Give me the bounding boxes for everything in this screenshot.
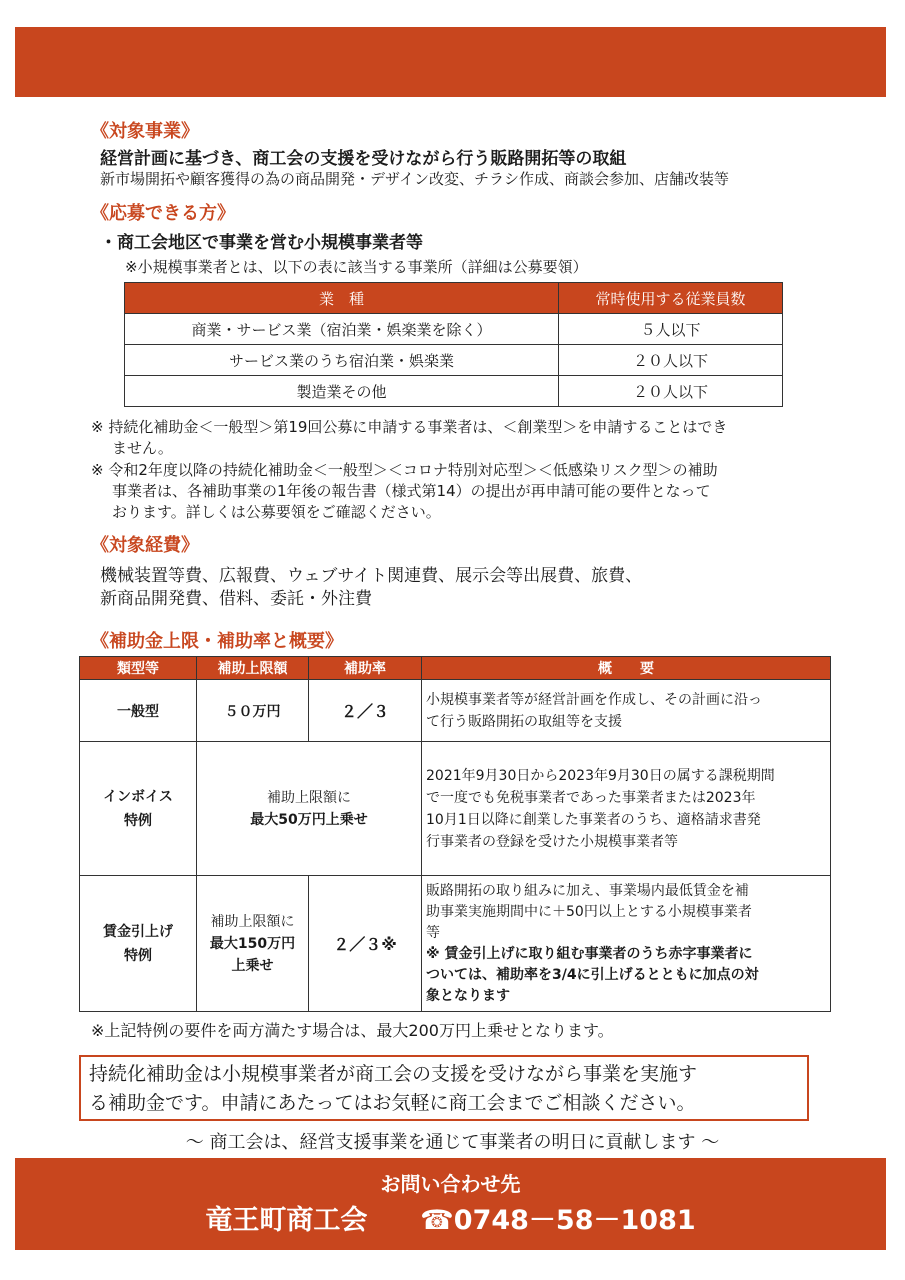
organization-name: 竜王町商工会 <box>205 1205 368 1236</box>
expenses-heading: 《対象経費》 <box>91 535 199 556</box>
expenses-line1: 機械装置等費、広報費、ウェブサイト関連費、展示会等出展費、旅費、 <box>100 566 643 586</box>
table-cell: 商業・サービス業（宿泊業・娯楽業を除く） <box>125 314 559 345</box>
message-box <box>79 1055 809 1121</box>
wage-summary-line: ついては、補助率を3/4に引上げるとともに加点の対 <box>426 966 759 983</box>
table-cell: ２０人以下 <box>559 345 783 376</box>
size-table <box>124 282 783 407</box>
size-table-header-industry: 業 種 <box>125 283 559 314</box>
table-row <box>125 376 783 407</box>
wage-summary-line: 等 <box>426 924 440 941</box>
applicants-note-1b: ません。 <box>112 439 173 457</box>
table-cell: ５人以下 <box>559 314 783 345</box>
general-summary-line: 小規模事業者等が経営計画を作成し、その計画に沿っ <box>426 691 762 708</box>
wage-summary-line: ※ 賃金引上げに取り組む事業者のうち赤字事業者に <box>426 945 753 962</box>
applicants-heading: 《応募できる方》 <box>91 203 235 224</box>
wage-summary <box>422 876 831 1012</box>
invoice-summary-line: 10月1日以降に創業した事業者のうち、適格請求書発 <box>426 811 761 828</box>
subsidy-heading: 《補助金上限・補助率と概要》 <box>91 631 343 652</box>
table-cell: 製造業その他 <box>125 376 559 407</box>
applicants-note-2c: おります。詳しくは公募要領をご確認ください。 <box>112 503 441 521</box>
wage-type <box>80 876 197 1012</box>
wage-limit-line: 最大150万円 <box>209 935 296 952</box>
phone-icon: ☎ <box>420 1205 454 1236</box>
applicants-note-2b: 事業者は、各補助事業の1年後の報告書（様式第14）の提出が再申請可能の要件となって <box>112 482 711 500</box>
invoice-limit <box>197 742 422 876</box>
expenses-line2: 新商品開発費、借料、委託・外注費 <box>100 589 372 609</box>
table-row <box>125 314 783 345</box>
table-cell: ２０人以下 <box>559 376 783 407</box>
wage-summary-line: 象となります <box>426 987 510 1004</box>
size-table-header-employees: 常時使用する従業員数 <box>559 283 783 314</box>
tagline: ～ 商工会は、経営支援事業を通じて事業者の明日に貢献します ～ <box>185 1132 720 1153</box>
table-cell: サービス業のうち宿泊業・娯楽業 <box>125 345 559 376</box>
subsidy-header-limit: 補助上限額 <box>197 657 309 680</box>
applicants-line1: ・商工会地区で事業を営む小規模事業者等 <box>100 233 423 253</box>
message-line1: 持続化補助金は小規模事業者が商工会の支援を受けながら事業を実施す <box>89 1063 698 1085</box>
wage-summary-line: 販路開拓の取り組みに加え、事業場内最低賃金を補 <box>426 882 749 899</box>
wage-limit-line: 補助上限額に <box>210 913 295 930</box>
invoice-type-line: 特例 <box>124 812 152 829</box>
subsidy-row-wage <box>80 876 831 1012</box>
invoice-type <box>80 742 197 876</box>
contact-line <box>15 1198 886 1237</box>
wage-limit <box>197 876 309 1012</box>
target-heading: 《対象事業》 <box>91 121 199 142</box>
contact-label: お問い合わせ先 <box>380 1172 521 1196</box>
wage-type-line: 賃金引上げ <box>103 923 173 940</box>
wage-rate: ２／３※ <box>309 876 422 1012</box>
contact-banner <box>15 1158 886 1250</box>
subsidy-footnote: ※上記特例の要件を両方満たす場合は、最大200万円上乗せとなります。 <box>91 1021 614 1040</box>
message-line2: る補助金です。申請にあたってはお気軽に商工会までご相談ください。 <box>89 1092 696 1114</box>
general-summary <box>422 680 831 742</box>
subsidy-table-header <box>80 657 831 680</box>
subsidy-row-invoice <box>80 742 831 876</box>
invoice-limit-line: 補助上限額に <box>267 789 351 806</box>
invoice-summary-line: 2021年9月30日から2023年9月30日の属する課税期間 <box>426 767 775 784</box>
invoice-summary-line: で一度でも免税事業者であった事業者または2023年 <box>426 789 756 806</box>
invoice-type-line: インボイス <box>103 788 173 805</box>
phone-number: 0748－58－1081 <box>453 1205 696 1236</box>
target-line1: 経営計画に基づき、商工会の支援を受けながら行う販路開拓等の取組 <box>100 149 627 169</box>
subsidy-header-summary: 概 要 <box>422 657 831 680</box>
subsidy-header-rate: 補助率 <box>309 657 422 680</box>
general-type: 一般型 <box>80 680 197 742</box>
applicants-note-1a: ※ 持続化補助金＜一般型＞第19回公募に申請する事業者は、＜創業型＞を申請することはでき <box>91 418 728 436</box>
wage-limit-line: 上乗せ <box>231 957 274 974</box>
invoice-limit-line: 最大50万円上乗せ <box>250 811 368 828</box>
size-table-header <box>125 283 783 314</box>
applicants-note-2a: ※ 令和2年度以降の持続化補助金＜一般型＞＜コロナ特別対応型＞＜低感染リスク型＞の補助 <box>91 461 718 479</box>
applicants-note: ※小規模事業者とは、以下の表に該当する事業所（詳細は公募要領） <box>125 258 588 276</box>
general-rate: ２／３ <box>309 680 422 742</box>
top-banner <box>15 27 886 97</box>
general-summary-line: て行う販路開拓の取組等を支援 <box>426 713 622 730</box>
wage-summary-line: 助事業実施期間中に＋50円以上とする小規模事業者 <box>426 903 752 920</box>
invoice-summary <box>422 742 831 876</box>
target-line2: 新市場開拓や顧客獲得の為の商品開発・デザイン改変、チラシ作成、商談会参加、店舗改装等 <box>100 170 729 188</box>
invoice-summary-line: 行事業者の登録を受けた小規模事業者等 <box>426 833 678 850</box>
subsidy-header-type: 類型等 <box>80 657 197 680</box>
wage-type-line: 特例 <box>124 947 152 964</box>
table-row <box>125 345 783 376</box>
subsidy-row-general <box>80 680 831 742</box>
general-limit: ５０万円 <box>197 680 309 742</box>
subsidy-table <box>79 656 831 1012</box>
